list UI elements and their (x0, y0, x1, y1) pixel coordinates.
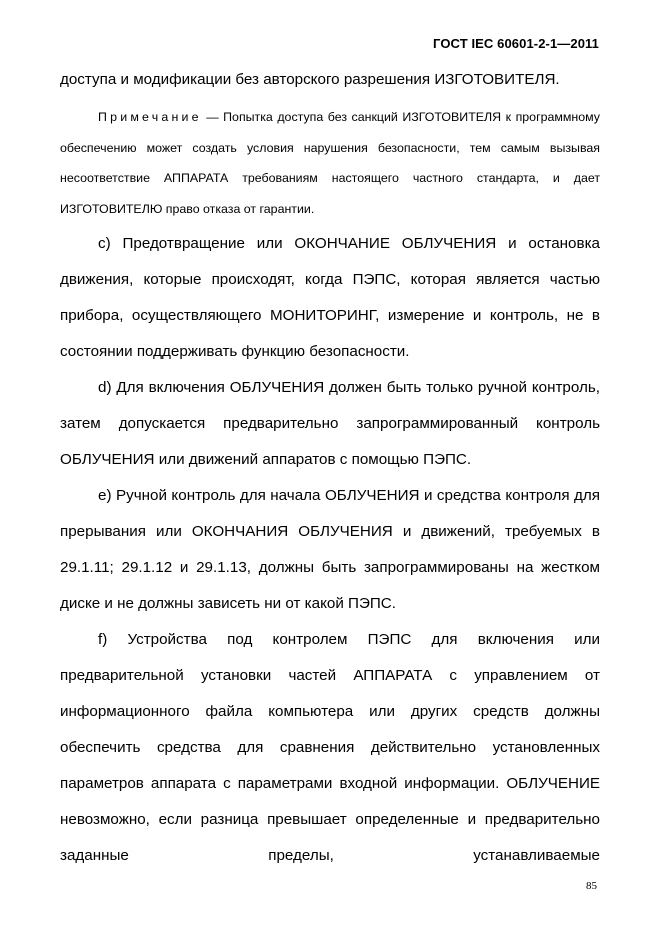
paragraph-item-e: e) Ручной контроль для начала ОБЛУЧЕНИЯ и средства контроля для прерывания или ОКОНЧАНИЯ ОБЛУЧЕНИЯ и движений, требуемых в 29.1.11; 29.1.12 и 29.1.13, должны быть запрограммированы на жестком диске и не должны зависеть ни от какой ПЭПС. (60, 487, 600, 612)
standard-header: ГОСТ IEC 60601-2-1—2011 (433, 36, 599, 51)
note-label: Примечание (98, 110, 202, 124)
document-body (60, 62, 600, 874)
paragraph-continuation: доступа и модификации без авторского разрешения ИЗГОТОВИТЕЛЯ. (60, 71, 560, 88)
paragraph-item-c: c) Предотвращение или ОКОНЧАНИЕ ОБЛУЧЕНИЯ и остановка движения, которые происходят, когда ПЭПС, которая является частью прибора, осуществляющего МОНИТОРИНГ, измерение и контроль, не в состоянии поддерживать функцию безопасности. (60, 235, 600, 360)
paragraph-item-f: f) Устройства под контролем ПЭПС для включения или предварительной установки частей АППАРАТА с управлением от информационного файла компьютера или других средств должны обеспечить средства для сравнения действительно установленных параметров аппарата с параметрами входной информации. ОБЛУЧЕНИЕ невозможно, если разница превышает определенные и предварительно заданные пределы, устанавливаемые (60, 631, 600, 864)
paragraph-item-d: d) Для включения ОБЛУЧЕНИЯ должен быть только ручной контроль, затем допускается предварительно запрограммированный контроль ОБЛУЧЕНИЯ или движений аппаратов с помощью ПЭПС. (60, 379, 600, 468)
page-number: 85 (586, 880, 597, 892)
note-text: — Попытка доступа без санкций ИЗГОТОВИТЕЛЯ к программному обеспечению может создать условия нарушения безопасности, тем самым вызывая несоответствие АППАРАТА требованиям настоящего частного стандарта, и дает ИЗГОТОВИТЕЛЮ право отказа от гарантии. (60, 110, 600, 216)
note-paragraph (60, 102, 600, 224)
